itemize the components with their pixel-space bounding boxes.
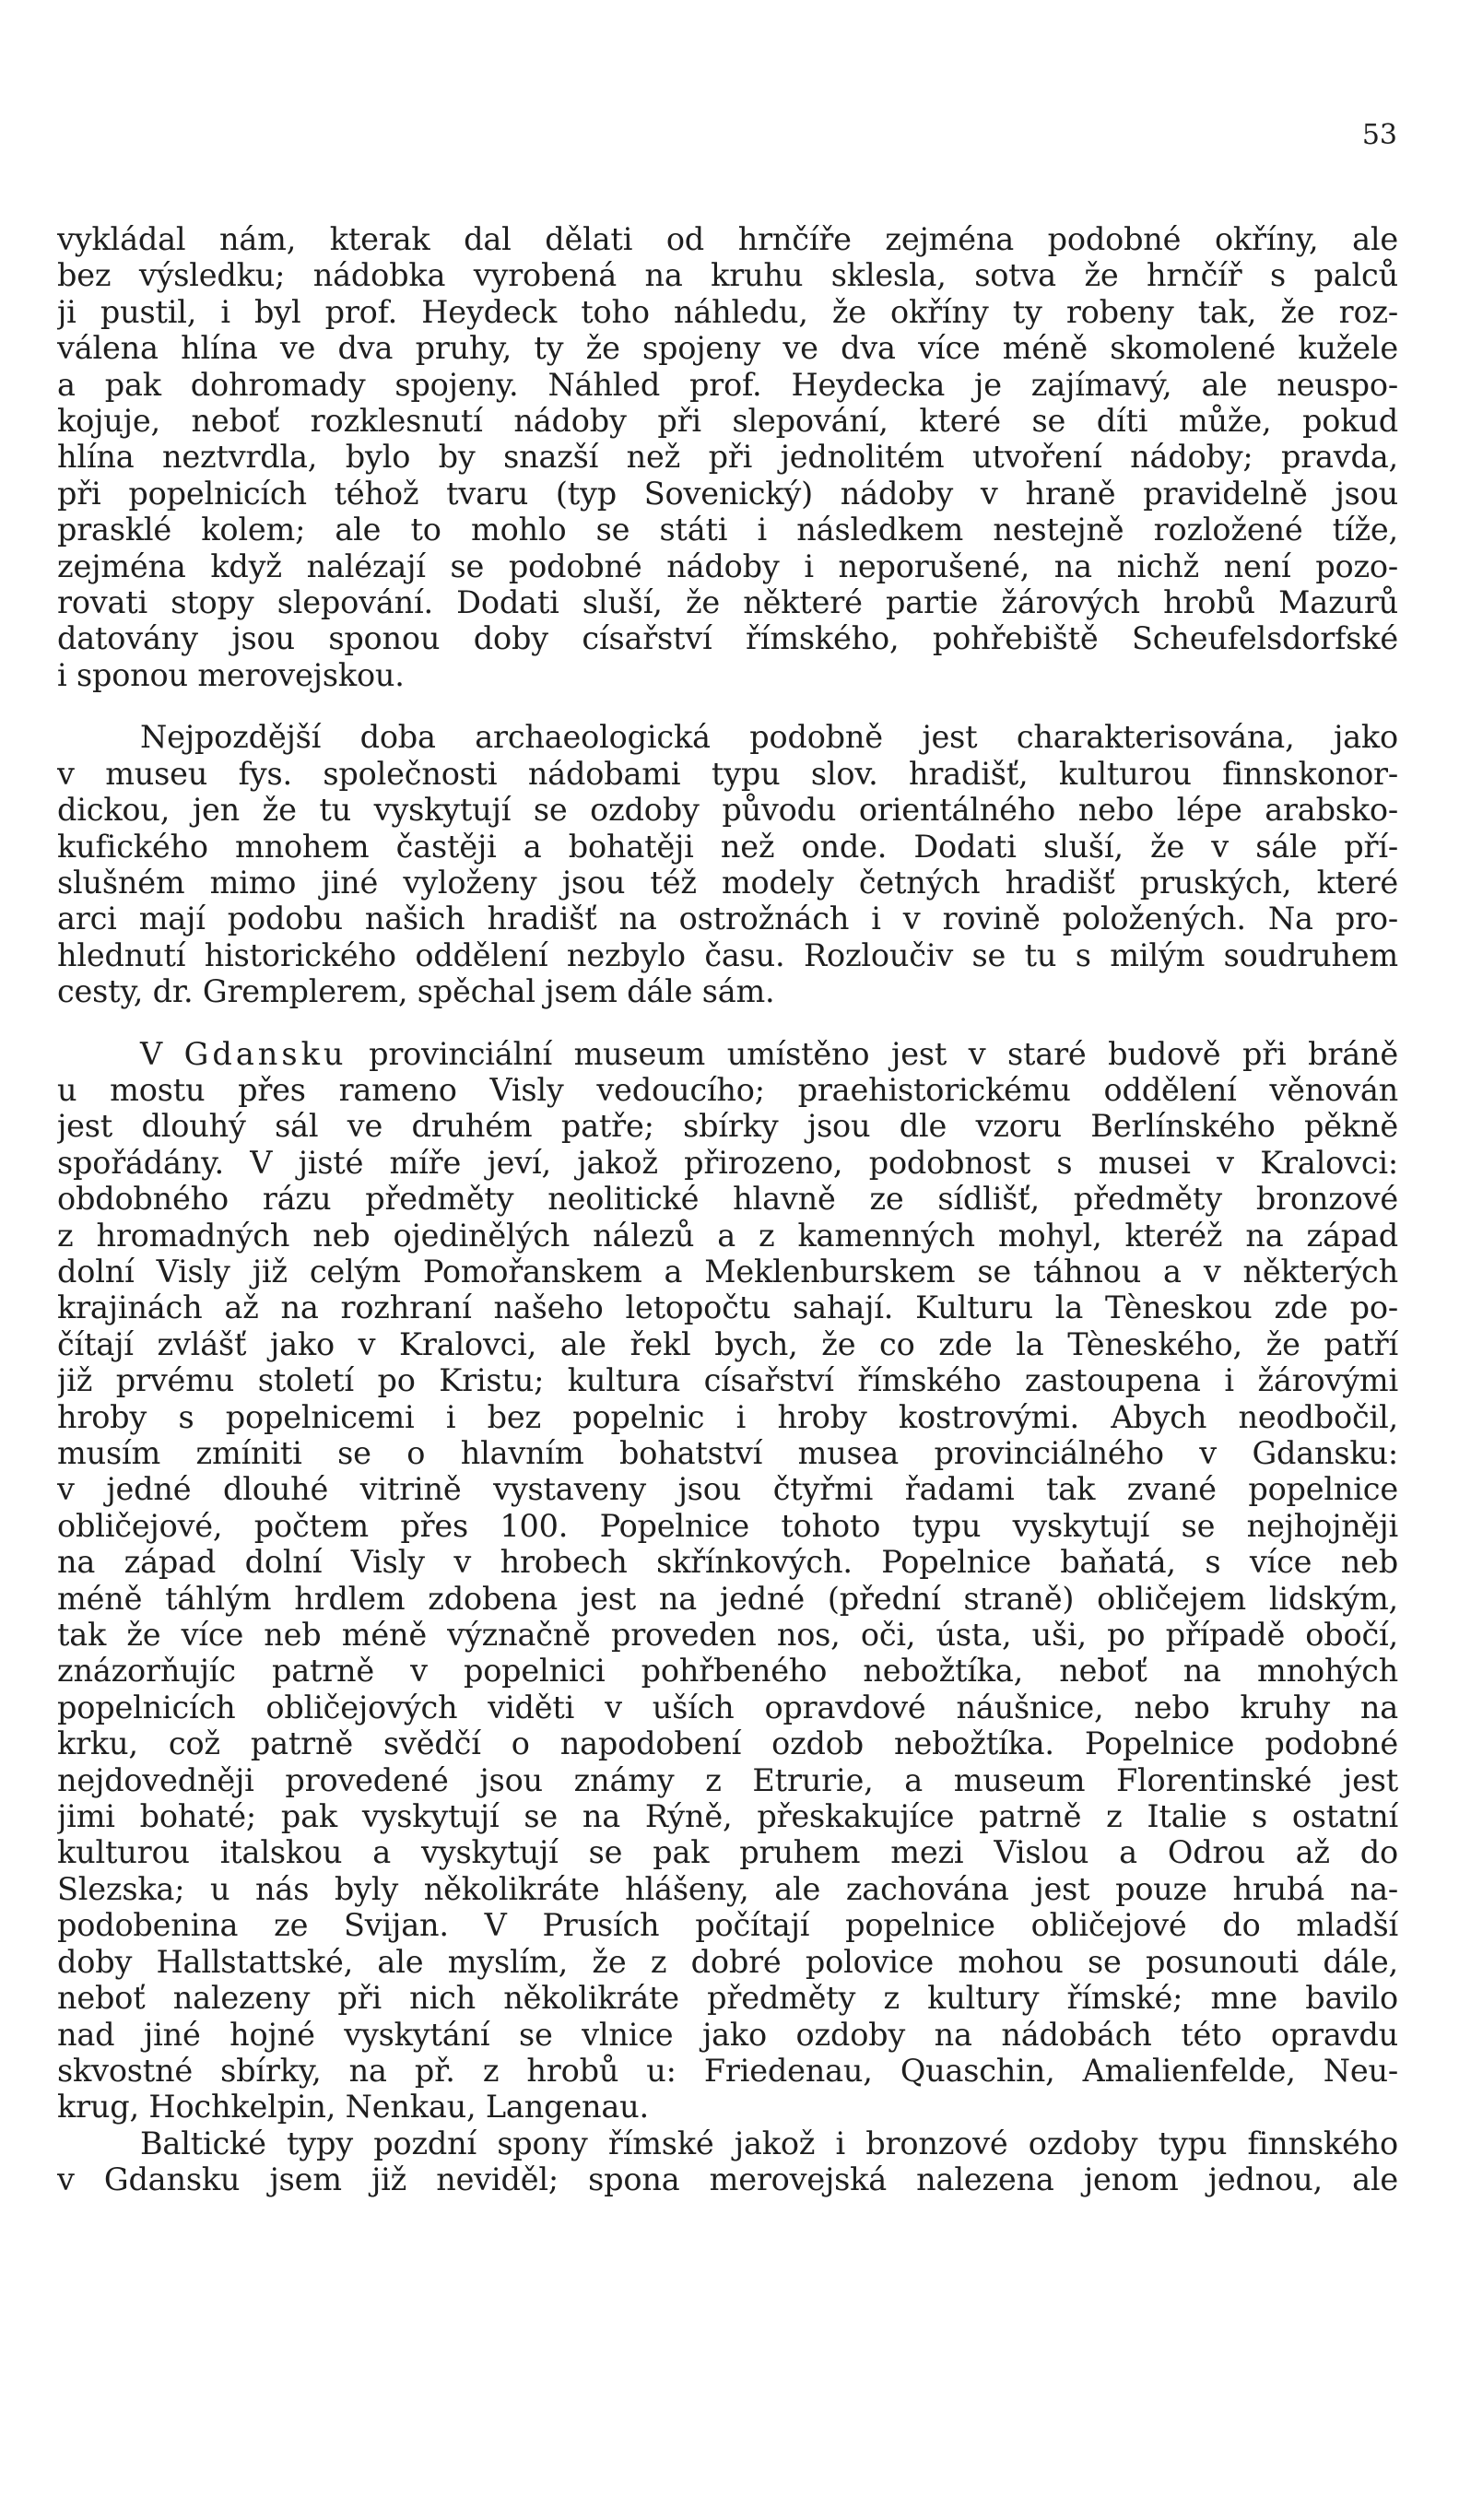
page-number: 53 [1361,119,1397,151]
text-line: spořádány. V jisté míře jeví, jakož přirozeno, podobnost s musei v Kralovci: [57,1144,1398,1181]
text-line: kulturou italskou a vyskytují se pak pruhem mezi Vislou a Odrou až do [57,1834,1398,1871]
text-line: obdobného rázu předměty neolitické hlavně ze sídlišť, předměty bronzové [57,1181,1398,1218]
text-line: v jedné dlouhé vitrině vystaveny jsou čtyřmi řadami tak zvané popelnice [57,1471,1398,1508]
text-line: krug, Hochkelpin, Nenkau, Langenau. [57,2089,649,2126]
text-line: při popelnicích téhož tvaru (typ Sovenický) nádoby v hraně pravidelně jsou [57,475,1398,512]
text-fragment: provinciální museum umístěno jest v staré budově při bráně [347,1035,1398,1072]
text-line: na západ dolní Visly v hrobech skřínkových. Popelnice baňatá, s více neb [57,1544,1398,1581]
text-line: slušném mimo jiné vyloženy jsou též modely četných hradišť pruských, které [57,864,1398,901]
text-line: hlína neztvrdla, bylo by snazší než při jednolitém utvoření nádoby; pravda, [57,439,1398,476]
text-line: v Gdansku jsem již neviděl; spona merovejská nalezena jenom jednou, ale [57,2161,1398,2198]
text-line: zejména když nalézají se podobné nádoby i neporušené, na nichž není pozo- [57,548,1398,584]
text-line: podobenina ze Svijan. V Prusích počítají popelnice obličejové do mladší [57,1907,1398,1944]
place-name-gdansk: Gdansku [183,1035,347,1072]
text-line: dolní Visly již celým Pomořanskem a Meklenburskem se táhnou a v některých [57,1253,1398,1289]
text-line: u mostu přes rameno Visly vedoucího; praehistorickému oddělení věnován [57,1071,1398,1108]
text-line: čítají zvlášť jako v Kralovci, ale řekl bych, že co zde la Tèneského, že patří [57,1325,1398,1362]
text-line: jest dlouhý sál ve druhém patře; sbírky jsou dle vzoru Berlínského pěkně [57,1108,1398,1145]
paragraph-3 [57,1036,1398,2126]
paragraph-spacer [57,693,1398,719]
text-line: znázorňujíc patrně v popelnici pohřbeného nebožtíka, neboť na mnohých [57,1653,1398,1690]
text-line: krku, což patrně svědčí o napodobení ozdob nebožtíka. Popelnice podobné [57,1725,1398,1762]
text-line: válena hlína ve dva pruhy, ty že spojeny ve dva více méně skomolené kužele [57,330,1398,367]
text-line: arci mají podobu našich hradišť na ostrožnách i v rovině položených. Na pro- [57,901,1398,937]
text-line: tak že více neb méně význačně proveden nos, oči, ústa, uši, po případě obočí, [57,1617,1398,1654]
paragraph-1 [57,221,1398,693]
text-line: vykládal nám, kterak dal dělati od hrnčíře zejména podobné okříny, ale [57,221,1398,257]
text-line: skvostné sbírky, na př. z hrobů u: Friedenau, Quaschin, Amalienfelde, Neu- [57,2052,1398,2089]
text-line: hlednutí historického oddělení nezbylo času. Rozloučiv se tu s milým soudruhem [57,936,1398,973]
text-line: kojuje, neboť rozklesnutí nádoby při slepování, které se díti může, pokud [57,403,1398,440]
text-line: neboť nalezeny při nich několikráte předměty z kultury římské; mne bavilo [57,1980,1398,2017]
text-line: Baltické typy pozdní spony římské jakož i bronzové ozdoby typu finnského [140,2125,1398,2161]
text-line: Nejpozdější doba archaeologická podobně jest charakterisována, jako [140,719,1398,756]
text-line [57,1036,1398,1072]
paragraph-2 [57,719,1398,1009]
text-line: bez výsledku; nádobka vyrobená na kruhu sklesla, sotva že hrnčíř s palců [57,257,1398,294]
text-line: již prvému století po Kristu; kultura císařství římského zastoupena i žárovými [57,1362,1398,1399]
text-line: cesty, dr. Gremplerem, spěchal jsem dále sám. [57,973,775,1010]
text-line: kufického mnohem častěji a bohatěji než onde. Dodati sluší, že v sále pří- [57,828,1398,865]
page-body [57,221,1398,2198]
text-line: ji pustil, i byl prof. Heydeck toho náhledu, že okříny ty robeny tak, že roz- [57,293,1398,330]
text-line: krajinách až na rozhraní našeho letopočtu sahají. Kulturu la Tèneskou zde po- [57,1289,1398,1326]
text-line: musím zmíniti se o hlavním bohatství musea provinciálného v Gdansku: [57,1435,1398,1471]
text-line: hroby s popelnicemi i bez popelnic i hroby kostrovými. Abych neodbočil, [57,1398,1398,1435]
text-line: v museu fys. společnosti nádobami typu slov. hradišť, kulturou finnskonor- [57,755,1398,792]
text-line: obličejové, počtem přes 100. Popelnice tohoto typu vyskytují se nejhojněji [57,1507,1398,1544]
text-line: a pak dohromady spojeny. Náhled prof. Heydecka je zajímavý, ale neuspo- [57,366,1398,403]
text-line: nejdovedněji provedené jsou známy z Etrurie, a museum Florentinské jest [57,1761,1398,1798]
text-line: jimi bohaté; pak vyskytují se na Rýně, přeskakujíce patrně z Italie s ostatní [57,1798,1398,1835]
text-line: doby Hallstattské, ale myslím, že z dobré polovice mohou se posunouti dále, [57,1943,1398,1980]
text-line: popelnicích obličejových viděti v uších opravdové náušnice, nebo kruhy na [57,1689,1398,1725]
text-line: dickou, jen že tu vyskytují se ozdoby původu orientálného nebo lépe arabsko- [57,792,1398,829]
text-line: datovány jsou sponou doby císařství římského, pohřebiště Scheufelsdorfské [57,620,1398,657]
text-line: rovati stopy slepování. Dodati sluší, že některé partie žárových hrobů Mazurů [57,584,1398,621]
paragraph-4 [57,2126,1398,2198]
text-fragment: V [140,1035,184,1072]
text-line: prasklé kolem; ale to mohlo se státi i následkem nestejně rozložené tíže, [57,512,1398,548]
text-line: Slezska; u nás byly několikráte hlášeny, ale zachována jest pouze hrubá na- [57,1870,1398,1907]
text-line: i sponou merovejskou. [57,656,405,693]
text-line: z hromadných neb ojedinělých nálezů a z kamenných mohyl, kteréž na západ [57,1217,1398,1254]
paragraph-spacer [57,1010,1398,1036]
text-line: nad jiné hojné vyskytání se vlnice jako ozdoby na nádobách této opravdu [57,2016,1398,2053]
text-line: méně táhlým hrdlem zdobena jest na jedné (přední straně) obličejem lidským, [57,1580,1398,1617]
